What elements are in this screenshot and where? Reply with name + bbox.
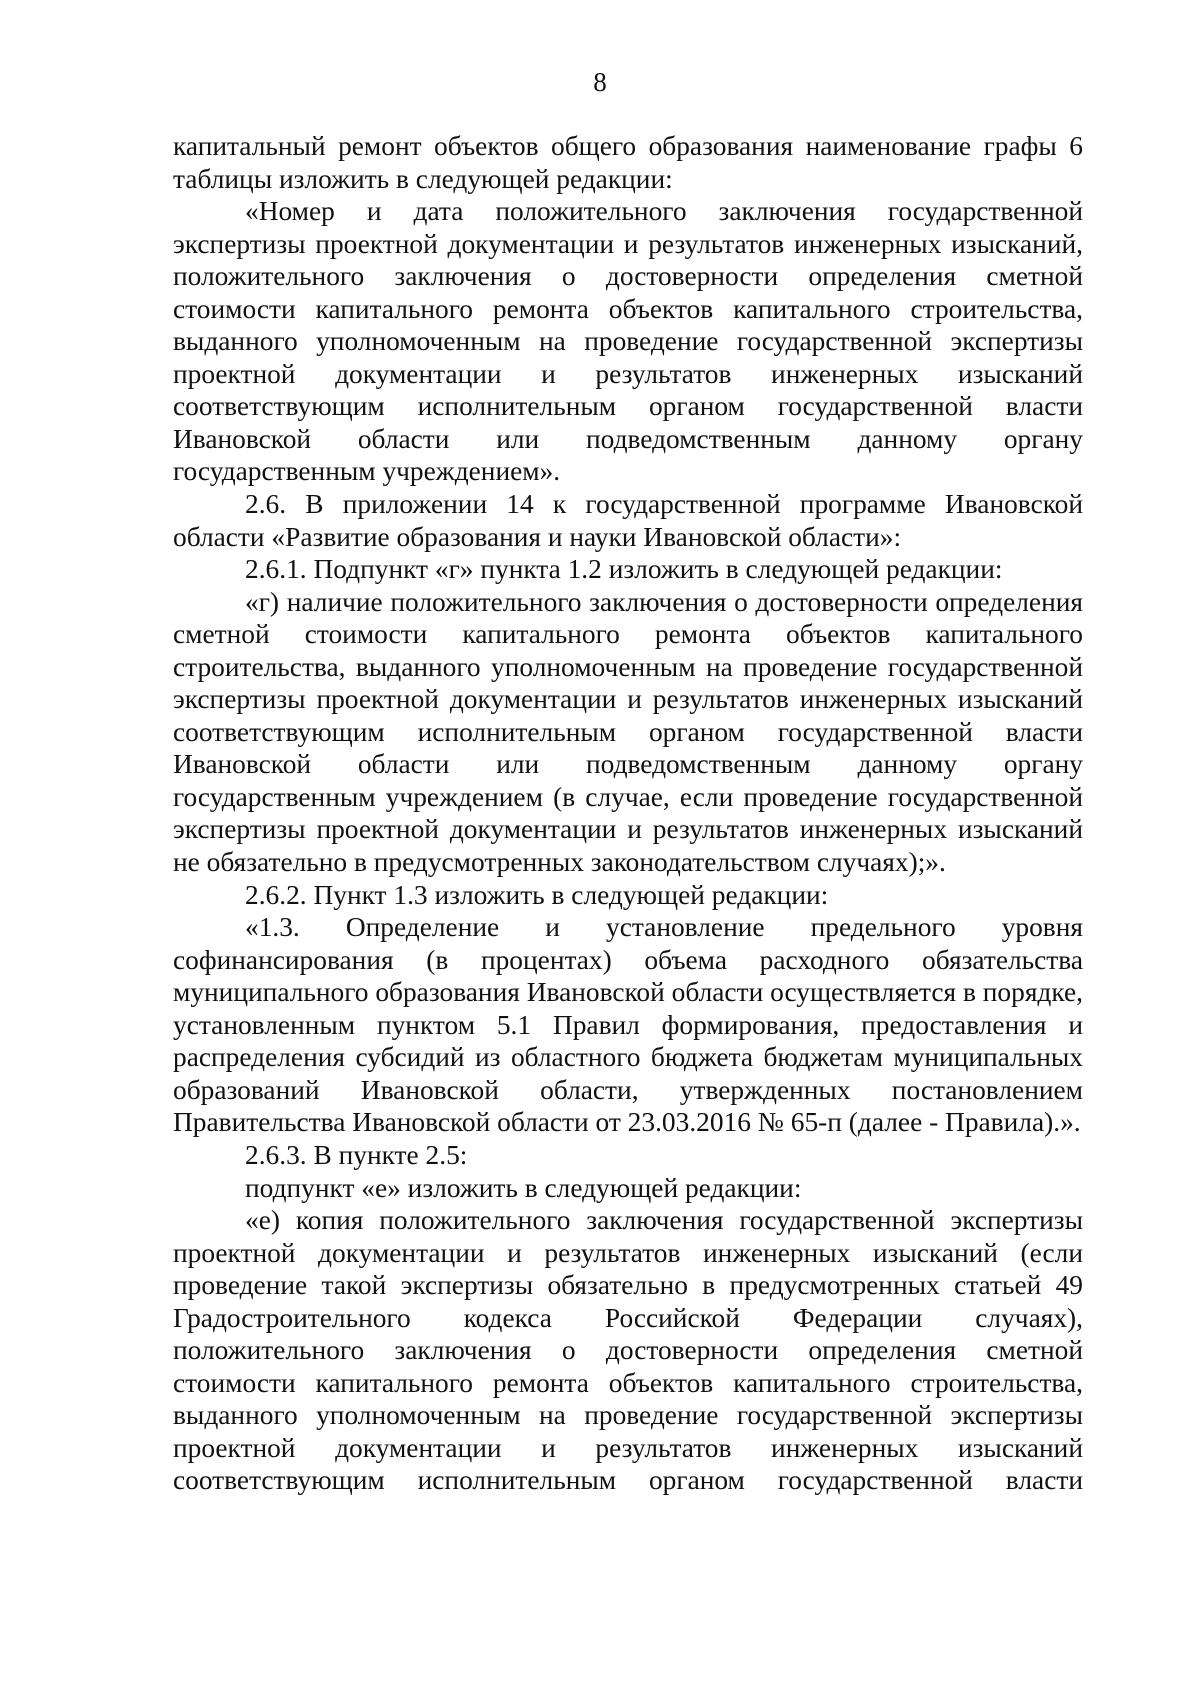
paragraph-6: 2.6.2. Пункт 1.3 изложить в следующей редакции: bbox=[245, 879, 829, 910]
paragraph-1: капитальный ремонт объектов общего образования наименование графы 6 таблицы изложить в следующей редакции: bbox=[173, 131, 1083, 194]
paragraph-4: 2.6.1. Подпункт «г» пункта 1.2 изложить в следующей редакции: bbox=[245, 554, 1003, 585]
paragraph-2: «Номер и дата положительного заключения государственной экспертизы проектной документации и результатов инженерных изысканий, положительного заключения о достоверности определения сметной стоимости капитального ремонта объектов капитального строительства, выданного уполномоченным на проведение государственной экспертизы проектной документации и результатов инженерных изысканий соответствующим исполнительным органом государственной власти Ивановской области или подведомственным данному органу государственным учреждением». bbox=[173, 196, 1083, 487]
paragraph-7: «1.3. Определение и установление предельного уровня софинансирования (в процентах) объема расходного обязательства муниципального образования Ивановской области осуществляется в порядке, установленным пунктом 5.1 Правил формирования, предоставления и распределения субсидий из областного бюджета бюджетам муниципальных образований Ивановской области, утвержденных постановлением Правительства Ивановской области от 23.03.2016 № 65-п (далее - Правила).». bbox=[173, 912, 1083, 1138]
paragraph-5: «г) наличие положительного заключения о достоверности определения сметной стоимости капитального ремонта объектов капитального строительства, выданного уполномоченным на проведение государственной экспертизы проектной документации и результатов инженерных изысканий соответствующим исполнительным органом государственной власти Ивановской области или подведомственным данному органу государственным учреждением (в случае, если проведение государственной экспертизы проектной документации и результатов инженерных изысканий не обязательно в предусмотренных законодательством случаях);». bbox=[173, 586, 1083, 878]
paragraph-8: 2.6.3. В пункте 2.5: bbox=[245, 1139, 468, 1170]
paragraph-9: подпункт «е» изложить в следующей редакции: bbox=[245, 1172, 802, 1203]
page-number: 8 bbox=[593, 67, 607, 97]
paragraph-3: 2.6. В приложении 14 к государственной программе Ивановской области «Развитие образования и науки Ивановской области»: bbox=[173, 489, 1083, 552]
paragraph-10: «е) копия положительного заключения государственной экспертизы проектной документации и результатов инженерных изысканий (если проведение такой экспертизы обязательно в предусмотренных статьей 49 Градостроительного кодекса Российской Федерации случаях), положительного заключения о достоверности определения сметной стоимости капитального ремонта объектов капитального строительства, выданного уполномоченным на проведение государственной экспертизы проектной документации и результатов инженерных изысканий соответствующим исполнительным органом государственной власти bbox=[173, 1205, 1083, 1496]
document-body bbox=[173, 130, 1083, 1497]
